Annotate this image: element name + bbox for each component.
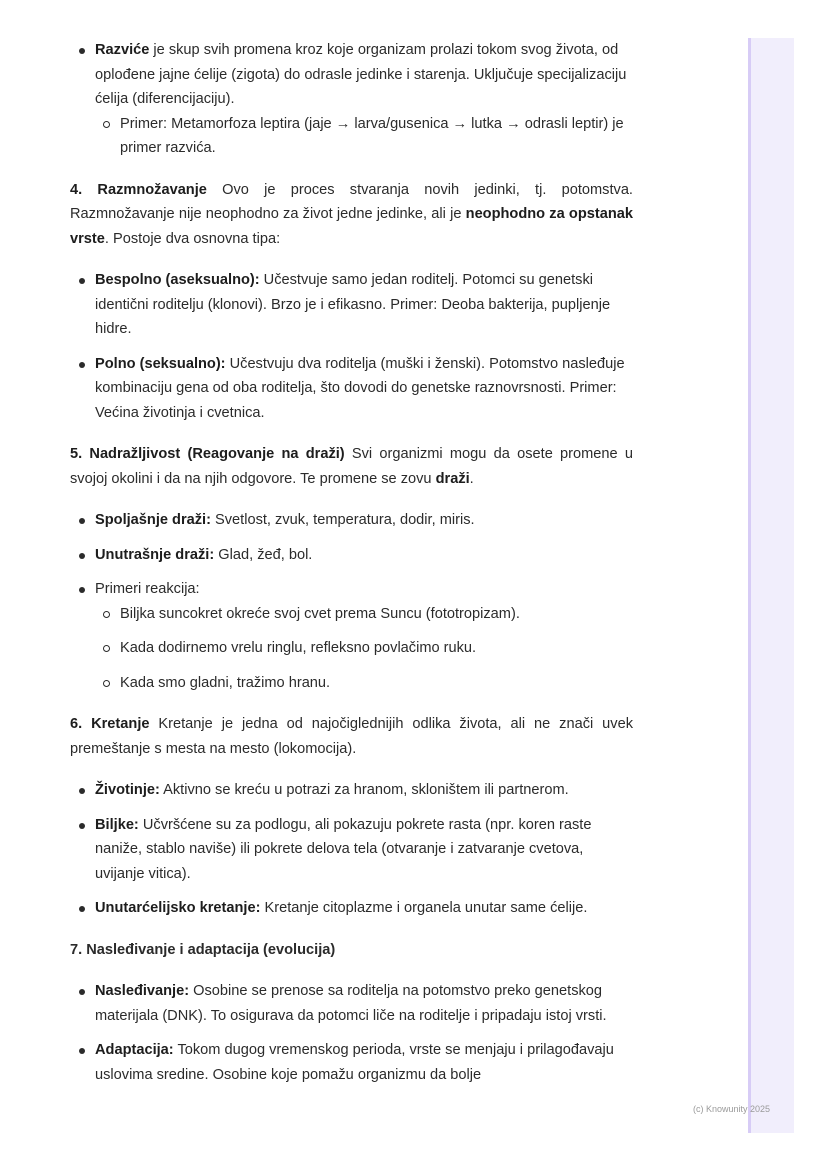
item-text: Svetlost, zvuk, temperatura, dodir, miris. bbox=[210, 512, 475, 528]
section-5-heading: 5. Nadražljivost (Reagovanje na draži) bbox=[70, 446, 345, 462]
list-item bbox=[70, 813, 633, 887]
item-text: Glad, žeđ, bol. bbox=[214, 546, 313, 563]
term: Nasleđivanje: bbox=[95, 983, 190, 999]
section-text: Ovo je proces stvaranja novih jedinki, tj. potomstva. Razmnožavanje nije neophodno za život jedne jedinke, ali je bbox=[70, 181, 633, 222]
list-item: Primeri reakcija: bbox=[70, 577, 633, 602]
emphasis: draži bbox=[435, 470, 470, 487]
term: Polno (seksualno): bbox=[95, 355, 226, 372]
section-4-heading: 4. Razmnožavanje bbox=[70, 181, 207, 198]
list-item bbox=[70, 352, 633, 426]
sub-list-item: Kada smo gladni, tražimo hranu. bbox=[70, 671, 633, 696]
term: Bespolno (aseksualno): bbox=[95, 272, 260, 288]
term: Spoljašnje draži: bbox=[95, 512, 211, 528]
section-5-paragraph bbox=[70, 442, 633, 491]
list-item bbox=[70, 543, 633, 568]
watermark: (c) Knowunity 2025 bbox=[693, 1104, 771, 1114]
section-4-paragraph bbox=[70, 178, 633, 252]
item-text: Tokom dugog vremenskog perioda, vrste se menjaju i prilagođavaju uslovima sredine. Osobine koje pomažu organizmu da bolje bbox=[95, 1042, 614, 1083]
term: Unutarćelijsko kretanje: bbox=[95, 900, 261, 916]
section-5-examples bbox=[70, 602, 633, 696]
item-text: Učestvuju dva roditelja (muški i ženski). Potomstvo nasleđuje kombinaciju gena od oba roditelja, što dovodi do genetske raznovrsnosti. Primer: Većina životinja i cvetnica. bbox=[95, 355, 625, 421]
section-7-list bbox=[70, 979, 633, 1087]
list-item bbox=[70, 1038, 633, 1087]
item-text: Osobine se prenose sa roditelja na potomstvo preko genetskog materijala (DNK). To osigurava da potomci liče na roditelje i pripadaju istoj vrsti. bbox=[95, 983, 607, 1024]
section-text: . Postoje dva osnovna tipa: bbox=[104, 230, 281, 247]
list-item bbox=[70, 268, 633, 342]
list-item bbox=[70, 508, 633, 533]
section-6-list bbox=[70, 778, 633, 921]
item-text: je skup svih promena kroz koje organizam prolazi tokom svog života, od oplođene jajne ćelije (zigota) do odrasle jedinke i starenja. Uključuje specijalizaciju ćelija (diferencijaciju). bbox=[95, 42, 627, 107]
section-4-list bbox=[70, 268, 633, 425]
document-content bbox=[70, 38, 633, 1087]
term: Životinje: bbox=[95, 782, 160, 798]
intro-list bbox=[70, 38, 633, 112]
item-text: Učestvuje samo jedan roditelj. Potomci su genetski identični roditelju (klonovi). Brzo je i efikasno. Primer: Deoba bakterija, pupljenje hidre. bbox=[95, 272, 611, 337]
emphasis: neophodno za opstanak vrste bbox=[70, 206, 633, 247]
list-item bbox=[70, 979, 633, 1028]
list-item bbox=[70, 896, 633, 921]
section-5-list bbox=[70, 508, 633, 602]
section-6-paragraph bbox=[70, 712, 633, 761]
term: Razviće bbox=[95, 42, 150, 58]
right-margin-bar bbox=[748, 38, 794, 1133]
sub-list-item: Kada dodirnemo vrelu ringlu, refleksno povlačimo ruku. bbox=[70, 636, 633, 661]
term: Adaptacija: bbox=[95, 1042, 174, 1058]
term: Biljke: bbox=[95, 816, 139, 833]
section-text: Svi organizmi mogu da osete promene u svojoj okolini i da na njih odgovore. Te promene se zovu bbox=[70, 446, 633, 487]
term: Unutrašnje draži: bbox=[95, 546, 215, 563]
item-text: Kretanje citoplazme i organela unutar same ćelije. bbox=[260, 900, 588, 916]
list-item bbox=[70, 778, 633, 803]
item-text: Učvršćene su za podlogu, ali pokazuju pokrete rasta (npr. koren raste naniže, stablo naviše) ili pokrete delova tela (otvaranje i zatvaranje cvetova, uvijanje vitica). bbox=[95, 816, 592, 882]
sub-list-item: Primer: Metamorfoza leptira (jaje → larva/gusenica → lutka → odrasli leptir) je primer razvića. bbox=[70, 112, 633, 161]
list-item bbox=[70, 38, 633, 112]
section-6-heading: 6. Kretanje bbox=[70, 716, 150, 732]
section-text: . bbox=[469, 470, 474, 487]
item-text: Aktivno se kreću u potrazi za hranom, skloništem ili partnerom. bbox=[159, 782, 569, 798]
sub-list-item: Biljka suncokret okreće svoj cvet prema Suncu (fototropizam). bbox=[70, 602, 633, 627]
section-7-heading: 7. Nasleđivanje i adaptacija (evolucija) bbox=[70, 941, 336, 958]
intro-sublist bbox=[70, 112, 633, 161]
section-text: Kretanje je jedna od najočiglednijih odlika života, ali ne znači uvek premeštanje s mesta na mesto (lokomocija). bbox=[70, 716, 633, 757]
